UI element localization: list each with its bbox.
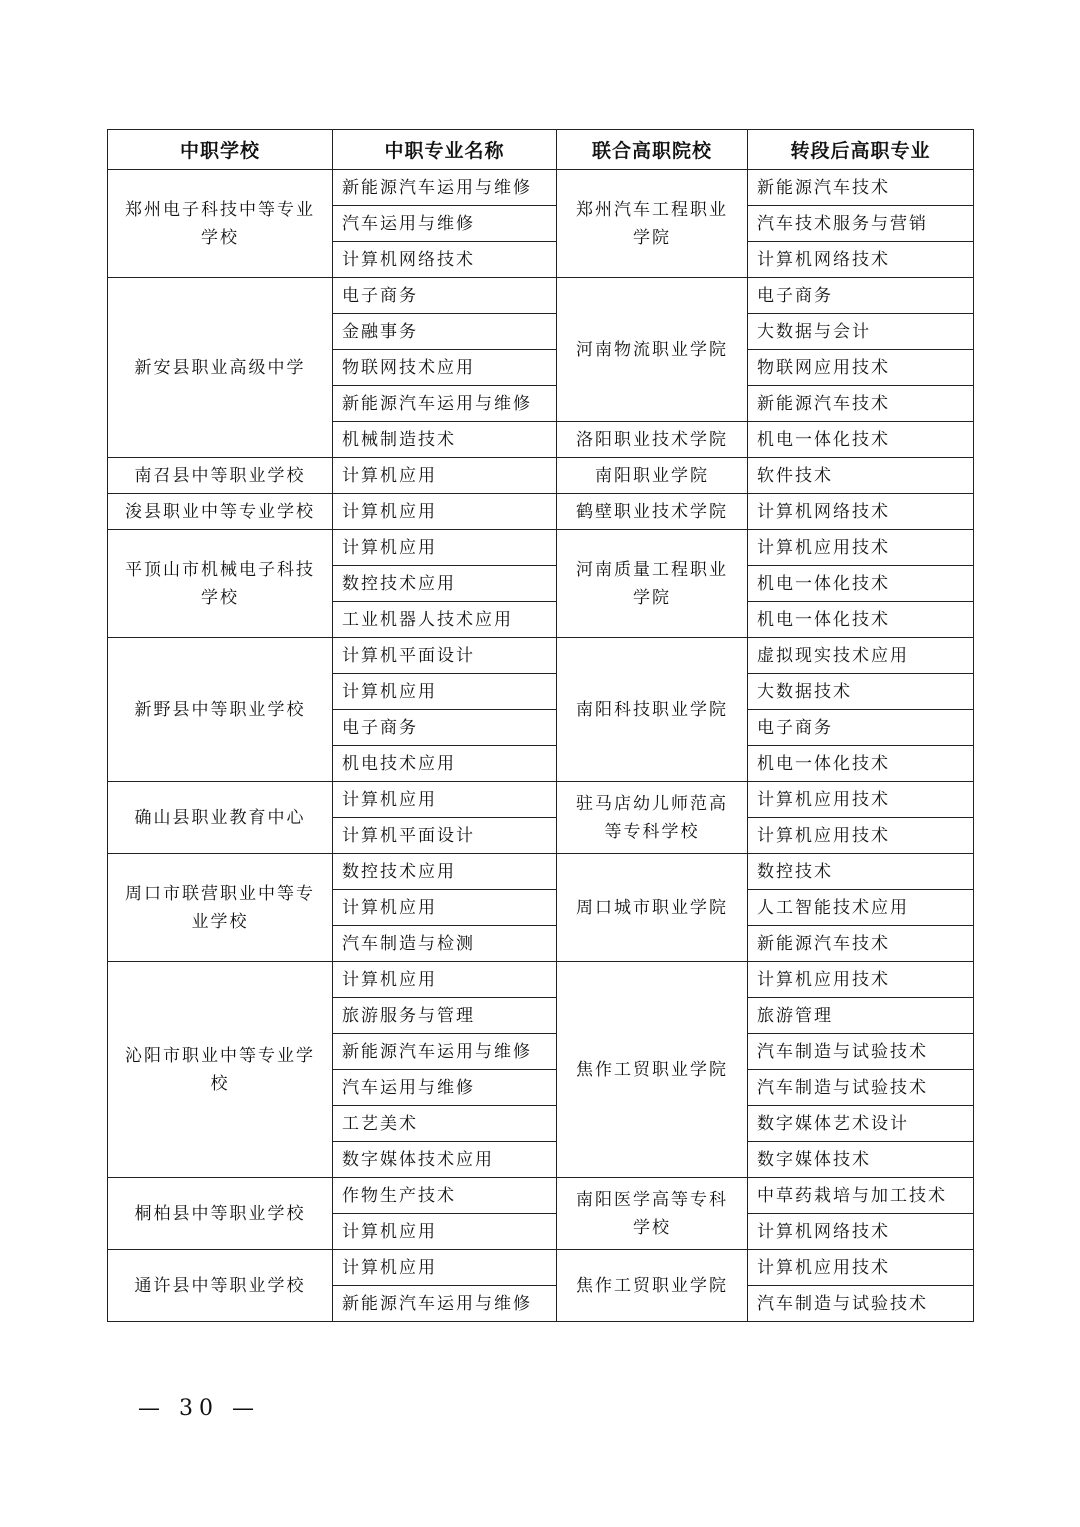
table-row (108, 962, 974, 998)
header-partner-college: 联合高职院校 (557, 130, 748, 170)
target-major-cell: 新能源汽车技术 (748, 926, 974, 962)
target-major-cell: 汽车制造与试验技术 (748, 1034, 974, 1070)
secondary-school-cell: 郑州电子科技中等专业学校 (108, 170, 333, 278)
secondary-major-cell: 数字媒体技术应用 (333, 1142, 557, 1178)
secondary-major-cell: 数控技术应用 (333, 854, 557, 890)
partner-college-cell: 焦作工贸职业学院 (557, 1250, 748, 1322)
target-major-cell: 计算机网络技术 (748, 242, 974, 278)
partner-college-cell: 焦作工贸职业学院 (557, 962, 748, 1178)
secondary-major-cell: 计算机应用 (333, 674, 557, 710)
secondary-school-cell: 浚县职业中等专业学校 (108, 494, 333, 530)
table-row (108, 1250, 974, 1286)
secondary-major-cell: 计算机应用 (333, 1214, 557, 1250)
secondary-major-cell: 计算机应用 (333, 1250, 557, 1286)
secondary-major-cell: 计算机应用 (333, 962, 557, 998)
target-major-cell: 计算机应用技术 (748, 782, 974, 818)
secondary-school-cell: 沁阳市职业中等专业学校 (108, 962, 333, 1178)
partner-college-cell: 鹤壁职业技术学院 (557, 494, 748, 530)
target-major-cell: 机电一体化技术 (748, 422, 974, 458)
header-secondary-school: 中职学校 (108, 130, 333, 170)
header-secondary-major: 中职专业名称 (333, 130, 557, 170)
target-major-cell: 计算机应用技术 (748, 962, 974, 998)
secondary-major-cell: 计算机应用 (333, 530, 557, 566)
partner-college-cell: 周口城市职业学院 (557, 854, 748, 962)
target-major-cell: 汽车技术服务与营销 (748, 206, 974, 242)
table-row (108, 170, 974, 206)
partner-college-cell: 南阳职业学院 (557, 458, 748, 494)
secondary-school-cell: 新野县中等职业学校 (108, 638, 333, 782)
target-major-cell: 虚拟现实技术应用 (748, 638, 974, 674)
secondary-school-cell: 桐柏县中等职业学校 (108, 1178, 333, 1250)
secondary-major-cell: 数控技术应用 (333, 566, 557, 602)
header-target-major: 转段后高职专业 (748, 130, 974, 170)
target-major-cell: 汽车制造与试验技术 (748, 1286, 974, 1322)
table-row (108, 1178, 974, 1214)
page-number: — 30 — (138, 1396, 260, 1421)
secondary-school-cell: 通许县中等职业学校 (108, 1250, 333, 1322)
table-row (108, 458, 974, 494)
partner-college-cell: 南阳科技职业学院 (557, 638, 748, 782)
secondary-major-cell: 计算机应用 (333, 458, 557, 494)
secondary-school-cell: 周口市联营职业中等专业学校 (108, 854, 333, 962)
target-major-cell: 大数据与会计 (748, 314, 974, 350)
secondary-major-cell: 新能源汽车运用与维修 (333, 170, 557, 206)
secondary-major-cell: 金融事务 (333, 314, 557, 350)
secondary-major-cell: 汽车运用与维修 (333, 1070, 557, 1106)
target-major-cell: 大数据技术 (748, 674, 974, 710)
target-major-cell: 机电一体化技术 (748, 566, 974, 602)
secondary-major-cell: 旅游服务与管理 (333, 998, 557, 1034)
secondary-school-cell: 新安县职业高级中学 (108, 278, 333, 458)
target-major-cell: 新能源汽车技术 (748, 386, 974, 422)
secondary-major-cell: 作物生产技术 (333, 1178, 557, 1214)
secondary-major-cell: 机械制造技术 (333, 422, 557, 458)
target-major-cell: 电子商务 (748, 278, 974, 314)
target-major-cell: 汽车制造与试验技术 (748, 1070, 974, 1106)
secondary-major-cell: 计算机应用 (333, 494, 557, 530)
partner-college-cell: 驻马店幼儿师范高等专科学校 (557, 782, 748, 854)
secondary-school-cell: 平顶山市机械电子科技学校 (108, 530, 333, 638)
secondary-major-cell: 汽车制造与检测 (333, 926, 557, 962)
target-major-cell: 数控技术 (748, 854, 974, 890)
target-major-cell: 电子商务 (748, 710, 974, 746)
secondary-school-cell: 南召县中等职业学校 (108, 458, 333, 494)
school-program-table (107, 129, 974, 1322)
table-header-row (108, 130, 974, 170)
target-major-cell: 计算机网络技术 (748, 494, 974, 530)
secondary-major-cell: 计算机应用 (333, 890, 557, 926)
secondary-major-cell: 计算机网络技术 (333, 242, 557, 278)
target-major-cell: 旅游管理 (748, 998, 974, 1034)
secondary-major-cell: 新能源汽车运用与维修 (333, 1034, 557, 1070)
partner-college-cell: 洛阳职业技术学院 (557, 422, 748, 458)
target-major-cell: 物联网应用技术 (748, 350, 974, 386)
target-major-cell: 计算机应用技术 (748, 530, 974, 566)
table-row (108, 494, 974, 530)
target-major-cell: 机电一体化技术 (748, 746, 974, 782)
secondary-major-cell: 计算机平面设计 (333, 818, 557, 854)
target-major-cell: 数字媒体技术 (748, 1142, 974, 1178)
partner-college-cell: 河南物流职业学院 (557, 278, 748, 422)
table-body (108, 170, 974, 1322)
table-row (108, 278, 974, 314)
secondary-major-cell: 计算机平面设计 (333, 638, 557, 674)
target-major-cell: 机电一体化技术 (748, 602, 974, 638)
secondary-major-cell: 机电技术应用 (333, 746, 557, 782)
secondary-major-cell: 新能源汽车运用与维修 (333, 386, 557, 422)
partner-college-cell: 河南质量工程职业学院 (557, 530, 748, 638)
secondary-major-cell: 计算机应用 (333, 782, 557, 818)
target-major-cell: 计算机网络技术 (748, 1214, 974, 1250)
secondary-major-cell: 电子商务 (333, 710, 557, 746)
target-major-cell: 新能源汽车技术 (748, 170, 974, 206)
secondary-major-cell: 新能源汽车运用与维修 (333, 1286, 557, 1322)
secondary-major-cell: 物联网技术应用 (333, 350, 557, 386)
target-major-cell: 软件技术 (748, 458, 974, 494)
table-row (108, 854, 974, 890)
table-row (108, 638, 974, 674)
partner-college-cell: 郑州汽车工程职业学院 (557, 170, 748, 278)
target-major-cell: 中草药栽培与加工技术 (748, 1178, 974, 1214)
table-row (108, 530, 974, 566)
secondary-school-cell: 确山县职业教育中心 (108, 782, 333, 854)
target-major-cell: 人工智能技术应用 (748, 890, 974, 926)
partner-college-cell: 南阳医学高等专科学校 (557, 1178, 748, 1250)
target-major-cell: 计算机应用技术 (748, 1250, 974, 1286)
secondary-major-cell: 工艺美术 (333, 1106, 557, 1142)
target-major-cell: 数字媒体艺术设计 (748, 1106, 974, 1142)
secondary-major-cell: 工业机器人技术应用 (333, 602, 557, 638)
table-row (108, 782, 974, 818)
target-major-cell: 计算机应用技术 (748, 818, 974, 854)
secondary-major-cell: 汽车运用与维修 (333, 206, 557, 242)
secondary-major-cell: 电子商务 (333, 278, 557, 314)
